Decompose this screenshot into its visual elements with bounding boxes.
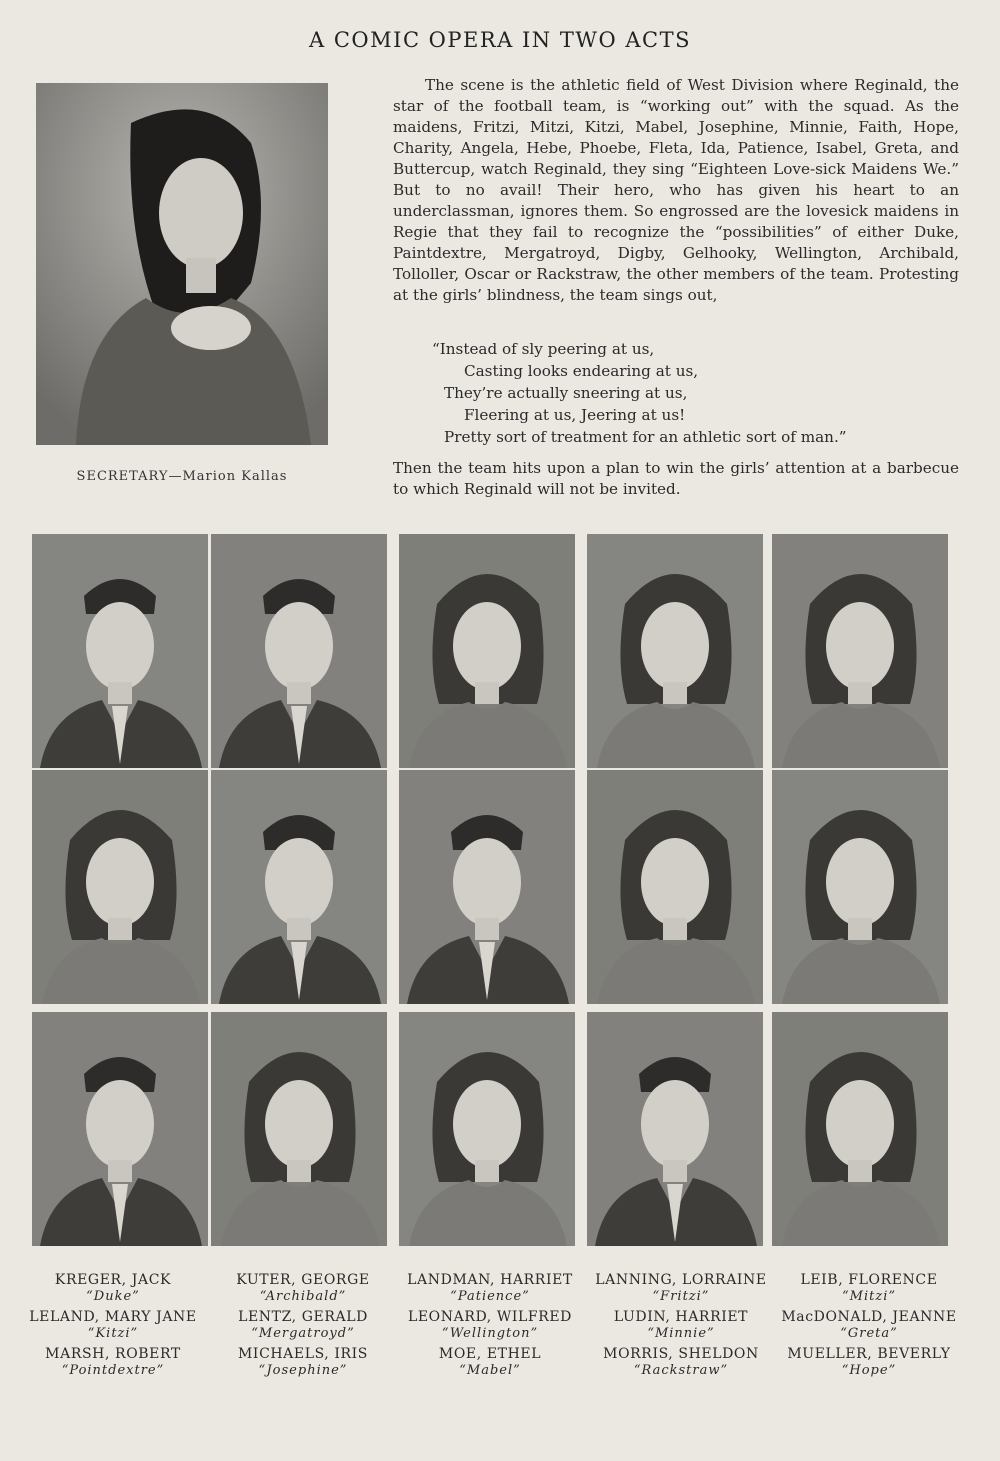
student-photo: [772, 770, 948, 1004]
student-name: MARSH, ROBERT: [45, 1346, 181, 1362]
verse-line: “Instead of sly peering at us,: [432, 340, 655, 358]
student-role: “Greta”: [840, 1325, 898, 1341]
student-role: “Hope”: [841, 1362, 897, 1378]
portrait-caption: SECRETARY—Marion Kallas: [76, 469, 288, 484]
student-name: LANNING, LORRAINE: [595, 1272, 767, 1288]
student-role: “Kitzi”: [87, 1325, 139, 1341]
verse-line: Casting looks endearing at us,: [464, 362, 699, 380]
student-name: KUTER, GEORGE: [236, 1272, 370, 1288]
verse-line: They’re actually sneering at us,: [444, 384, 688, 402]
student-role: “Minnie”: [647, 1325, 715, 1341]
student-photo: [32, 534, 208, 768]
verse-line: Fleering at us, Jeering at us!: [464, 406, 686, 424]
verse: [432, 338, 952, 448]
student-photo: [772, 1012, 948, 1246]
student-photo: [399, 1012, 575, 1246]
student-photo: [772, 534, 948, 768]
student-name: KREGER, JACK: [54, 1272, 172, 1288]
student-name: MOE, ETHEL: [438, 1346, 542, 1362]
name-column-2: [212, 1272, 394, 1383]
intro-paragraph: The scene is the athletic field of West Division where Reginald, the star of the football team, is “working out” with the squad. As the maidens, Fritzi, Mitzi, Kitzi, Mabel, Josephine, Minnie, Faith, Hope, Charity, Angela, Hebe, Phoebe, Fleta, Ida, Patience, Isabel, Greta, and Buttercup, watch Reginald, they sing “Eighteen Love-sick Maidens We.” But to no avail! Their hero, who has given his heart to an underclassman, ignores them. So engrossed are the lovesick maidens in Regie that they fail to recognize the “possibilities” of either Duke, Paintdextre, Mergatroyd, Digby, Gelhooky, Wellington, Archibald, Tolloller, Oscar or Rackstraw, the other members of the team. Protesting at the girls’ blindness, the team sings out,: [393, 76, 959, 304]
student-photo: [211, 1012, 387, 1246]
name-column-1: [22, 1272, 204, 1383]
name-column-4: [590, 1272, 772, 1383]
student-name: LEIB, FLORENCE: [800, 1272, 938, 1288]
student-photo: [587, 1012, 763, 1246]
student-role: “Mitzi”: [842, 1288, 896, 1304]
student-name: LUDIN, HARRIET: [613, 1309, 749, 1325]
student-role: “Archibald”: [259, 1288, 347, 1304]
student-photo: [211, 770, 387, 1004]
student-name: LANDMAN, HARRIET: [407, 1272, 573, 1288]
student-role: “Patience”: [450, 1288, 530, 1304]
student-photo: [587, 770, 763, 1004]
outro-paragraph: Then the team hits upon a plan to win the girls’ attention at a barbecue to which Reginald will not be invited.: [393, 459, 959, 498]
student-role: “Mabel”: [459, 1362, 521, 1378]
student-photo: [399, 770, 575, 1004]
student-photo: [399, 534, 575, 768]
student-photo: [587, 534, 763, 768]
student-photo: [211, 534, 387, 768]
student-photo: [32, 1012, 208, 1246]
student-role: “Pointdextre”: [61, 1362, 165, 1378]
student-role: “Mergatroyd”: [251, 1325, 355, 1341]
student-name: LELAND, MARY JANE: [29, 1309, 197, 1325]
student-role: “Duke”: [86, 1288, 140, 1304]
student-role: “Wellington”: [441, 1325, 539, 1341]
student-name: MacDONALD, JEANNE: [781, 1309, 957, 1325]
page-title: A COMIC OPERA IN TWO ACTS: [309, 28, 691, 52]
name-column-3: [399, 1272, 581, 1383]
student-role: “Josephine”: [258, 1362, 348, 1378]
secretary-portrait-photo: [36, 83, 328, 445]
student-name: MUELLER, BEVERLY: [787, 1346, 951, 1362]
student-name: MORRIS, SHELDON: [603, 1346, 759, 1362]
student-name: LENTZ, GERALD: [238, 1309, 368, 1325]
verse-line: Pretty sort of treatment for an athletic sort of man.”: [444, 428, 847, 446]
student-name: MICHAELS, IRIS: [238, 1346, 368, 1362]
student-name: LEONARD, WILFRED: [407, 1309, 573, 1325]
student-photo: [32, 770, 208, 1004]
student-role: “Fritzi”: [652, 1288, 710, 1304]
student-role: “Rackstraw”: [633, 1362, 729, 1378]
name-column-5: [778, 1272, 960, 1383]
